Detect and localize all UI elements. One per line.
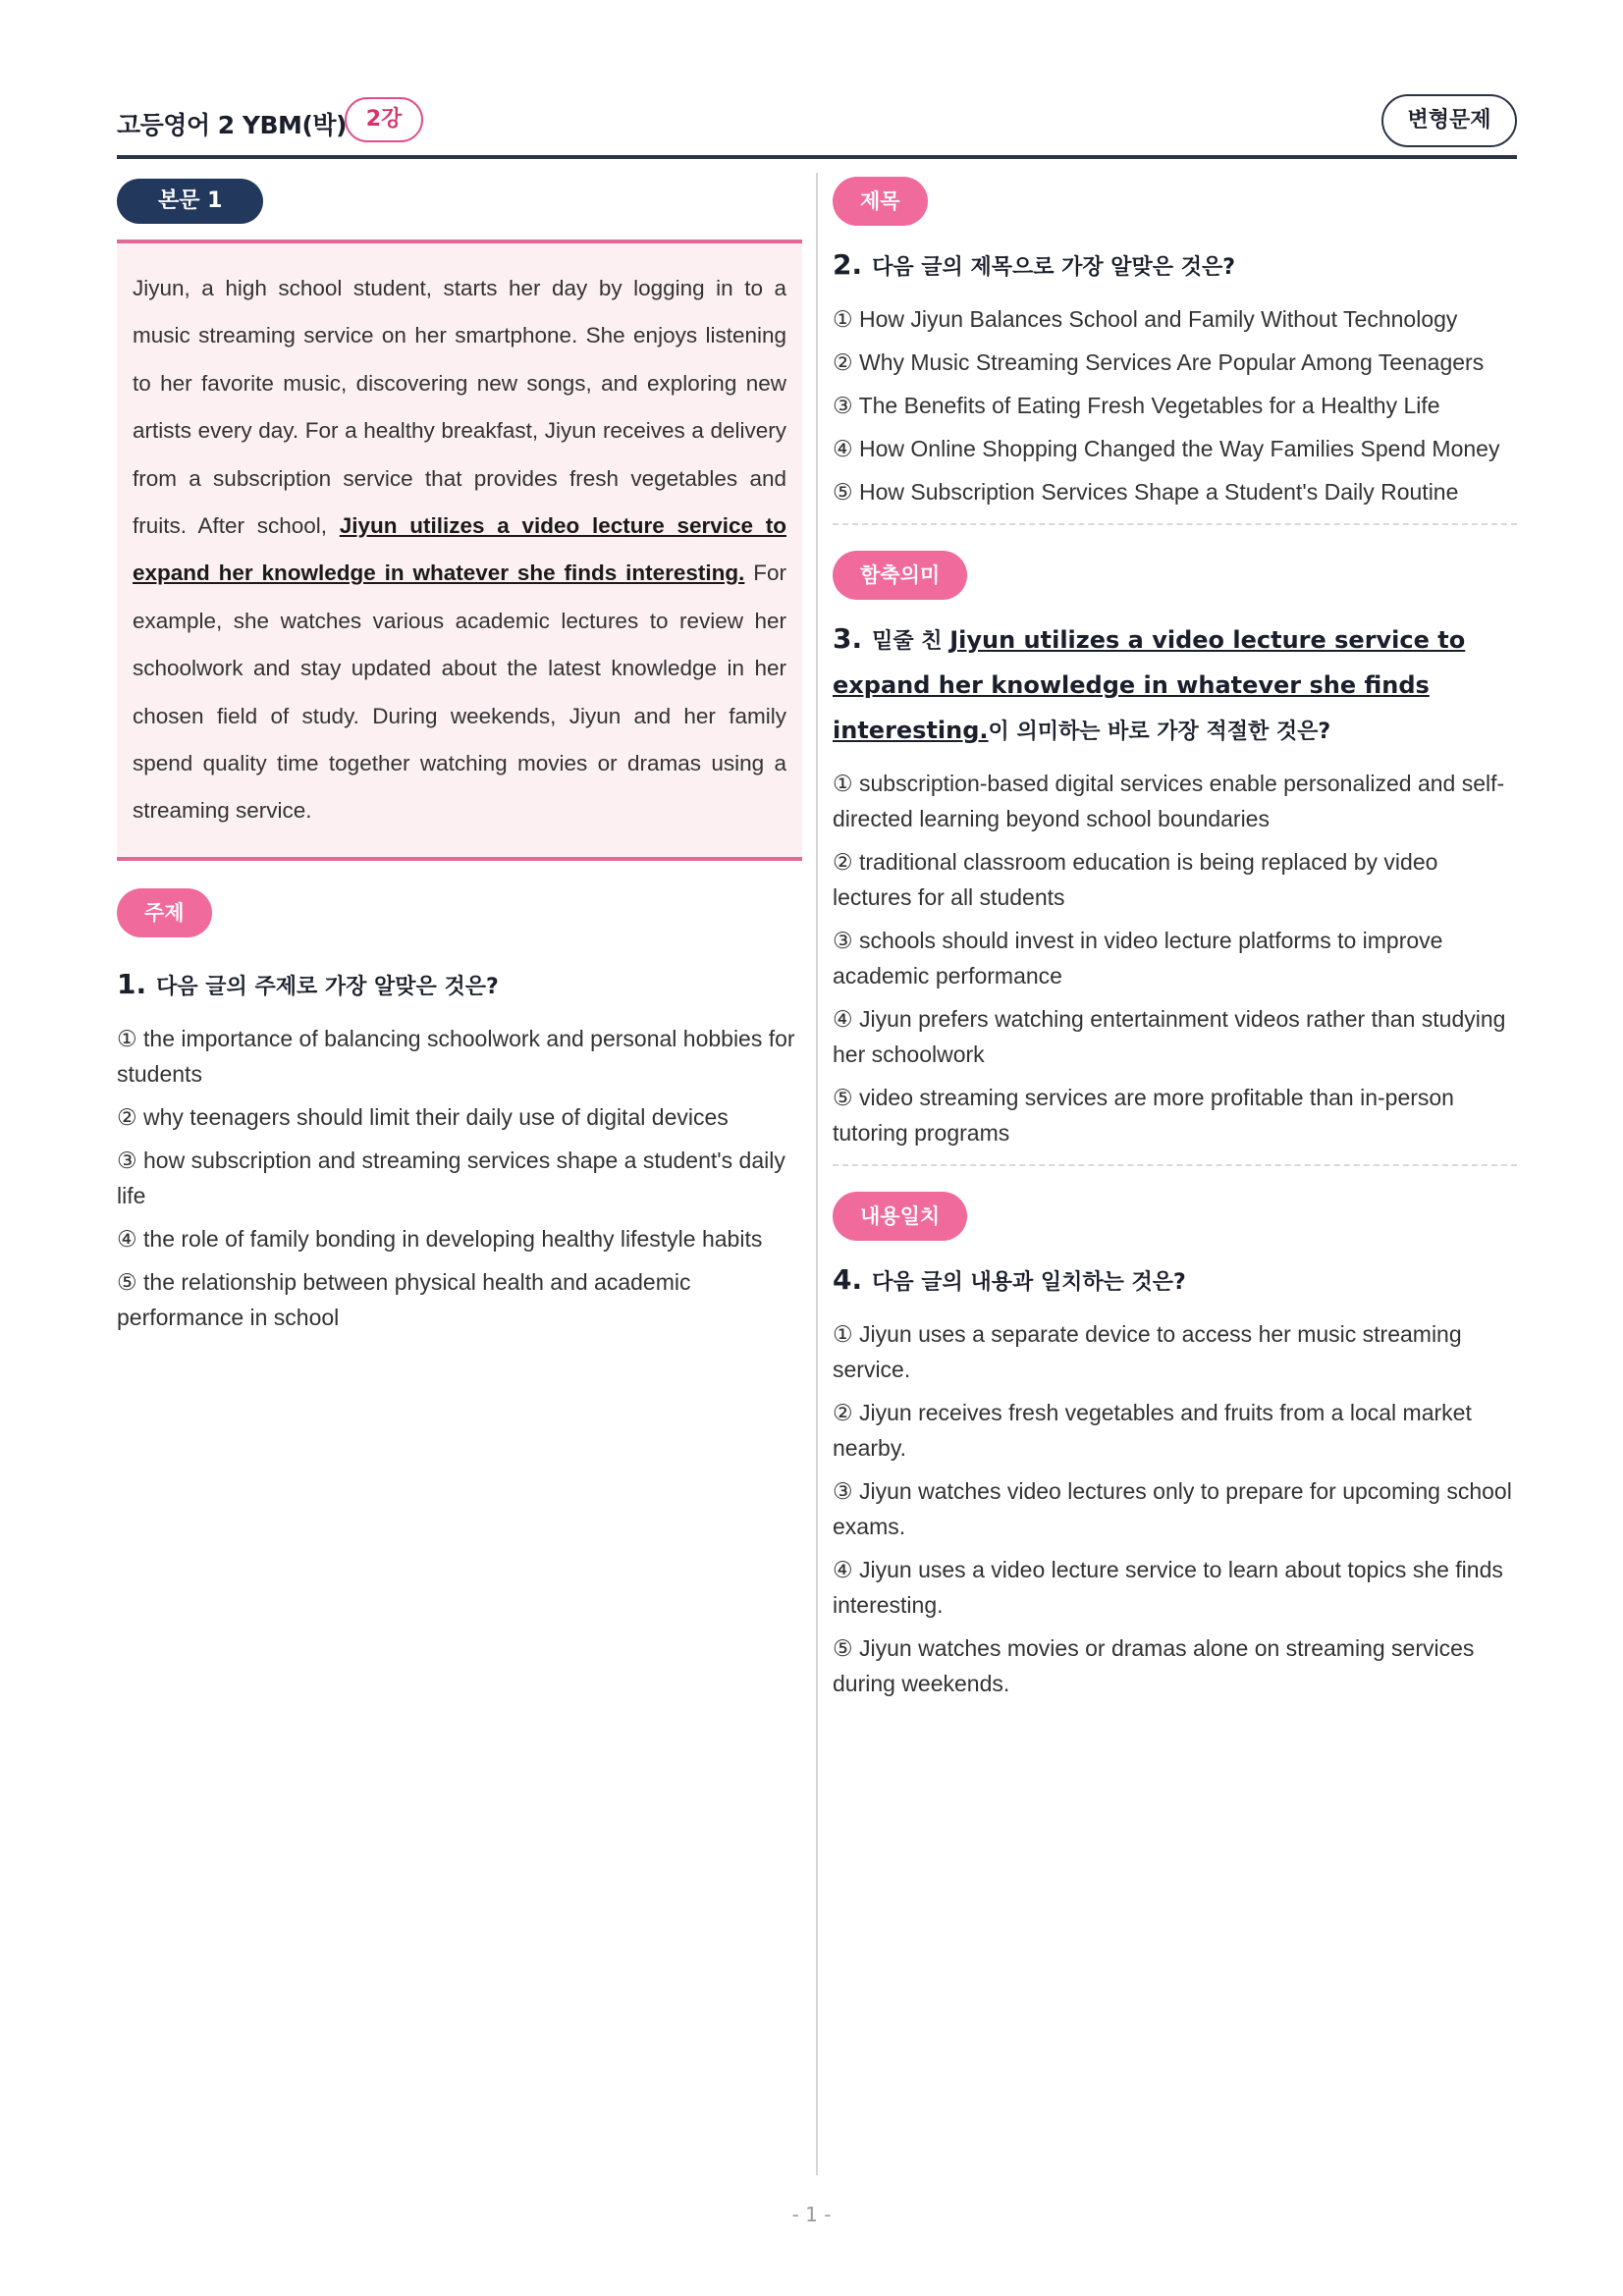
lesson-badge: 2강 <box>345 97 423 142</box>
question-3-text-before: 밑줄 친 <box>872 629 950 654</box>
question-2-options <box>833 301 1517 509</box>
dashed-separator <box>833 523 1517 525</box>
option-5[interactable]: ⑤ video streaming services are more profitable than in-person tutoring programs <box>833 1085 1454 1146</box>
question-2-tag: 제목 <box>833 177 928 226</box>
option-1[interactable]: ① subscription-based digital services enable personalized and self-directed learning beyond school boundaries <box>833 771 1505 831</box>
option-5[interactable]: ⑤ How Subscription Services Shape a Student's Daily Routine <box>833 479 1459 505</box>
question-2 <box>833 177 1517 509</box>
question-2-text: 다음 글의 제목으로 가장 알맞은 것은? <box>872 255 1235 280</box>
passage-box <box>117 240 802 861</box>
option-2[interactable]: ② traditional classroom education is being replaced by video lectures for all students <box>833 849 1438 910</box>
passage-label: 본문 1 <box>117 179 263 224</box>
document-title: 고등영어 2 YBM(박) <box>117 111 347 139</box>
question-2-number: 2. <box>833 248 863 281</box>
option-4[interactable]: ④ How Online Shopping Changed the Way Families Spend Money <box>833 436 1500 461</box>
question-type-badge: 변형문제 <box>1381 94 1517 147</box>
question-4-options <box>833 1316 1517 1701</box>
option-3[interactable]: ③ Jiyun watches video lectures only to prepare for upcoming school exams. <box>833 1478 1512 1539</box>
right-column <box>833 177 1517 1709</box>
question-4-text: 다음 글의 내용과 일치하는 것은? <box>872 1270 1186 1295</box>
option-1[interactable]: ① Jiyun uses a separate device to access her music streaming service. <box>833 1321 1462 1382</box>
question-3-prompt <box>833 617 1517 754</box>
question-4-number: 4. <box>833 1263 863 1296</box>
option-4[interactable]: ④ Jiyun uses a video lecture service to learn about topics she finds interesting. <box>833 1557 1503 1618</box>
option-2[interactable]: ② Why Music Streaming Services Are Popular Among Teenagers <box>833 349 1485 375</box>
passage-text <box>133 265 786 835</box>
question-4 <box>833 1192 1517 1701</box>
option-1[interactable]: ① How Jiyun Balances School and Family Without Technology <box>833 306 1458 332</box>
question-1-options <box>117 1021 802 1335</box>
question-3-underlined-text: Jiyun utilizes a video lecture service to expand her knowledge in whatever she finds interesting. <box>833 626 1466 744</box>
question-3-number: 3. <box>833 622 863 655</box>
option-2[interactable]: ② why teenagers should limit their daily use of digital devices <box>117 1103 729 1130</box>
option-5[interactable]: ⑤ the relationship between physical health and academic performance in school <box>117 1268 691 1330</box>
passage-text-before: Jiyun, a high school student, starts her day by logging in to a music streaming service on her smartphone. She enjoys listening to her favorite music, discovering new songs, and exploring new artists every day. For a healthy breakfast, Jiyun receives a delivery from a subscription service that provides fresh vegetables and fruits. After school, <box>133 276 786 539</box>
option-3[interactable]: ③ The Benefits of Eating Fresh Vegetables for a Healthy Life <box>833 393 1440 418</box>
left-column <box>117 179 802 1343</box>
question-4-tag: 내용일치 <box>833 1192 967 1241</box>
option-4[interactable]: ④ the role of family bonding in developing healthy lifestyle habits <box>117 1225 763 1252</box>
passage-text-after: For example, she watches various academic lectures to review her schoolwork and stay updated about the latest knowledge in her chosen field of study. During weekends, Jiyun and her family spend quality time together watching movies or dramas using a streaming service. <box>133 561 786 824</box>
option-1[interactable]: ① the importance of balancing schoolwork and personal hobbies for students <box>117 1025 795 1087</box>
option-2[interactable]: ② Jiyun receives fresh vegetables and fruits from a local market nearby. <box>833 1400 1472 1461</box>
question-3-tag: 함축의미 <box>833 551 967 600</box>
page-number: - 1 - <box>791 2203 832 2226</box>
dashed-separator <box>833 1164 1517 1166</box>
question-1-number: 1. <box>117 967 147 1000</box>
passage-underlined-sentence: Jiyun utilizes a video lecture service to expand her knowledge in whatever she finds interesting. <box>133 513 786 586</box>
option-3[interactable]: ③ how subscription and streaming services shape a student's daily life <box>117 1147 785 1208</box>
column-divider <box>816 173 818 2175</box>
question-3-options <box>833 766 1517 1150</box>
question-4-prompt <box>833 1258 1517 1305</box>
option-5[interactable]: ⑤ Jiyun watches movies or dramas alone on streaming services during weekends. <box>833 1635 1475 1696</box>
question-3 <box>833 551 1517 1150</box>
question-1 <box>117 888 802 1335</box>
option-3[interactable]: ③ schools should invest in video lecture platforms to improve academic performance <box>833 928 1443 988</box>
question-1-tag: 주제 <box>117 888 212 937</box>
question-2-prompt <box>833 243 1517 290</box>
page-header <box>117 94 1517 159</box>
option-4[interactable]: ④ Jiyun prefers watching entertainment videos rather than studying her schoolwork <box>833 1006 1506 1067</box>
question-1-text: 다음 글의 주제로 가장 알맞은 것은? <box>156 974 499 999</box>
question-3-text-after: 이 의미하는 바로 가장 적절한 것은? <box>988 720 1331 744</box>
question-1-prompt <box>117 963 802 1009</box>
